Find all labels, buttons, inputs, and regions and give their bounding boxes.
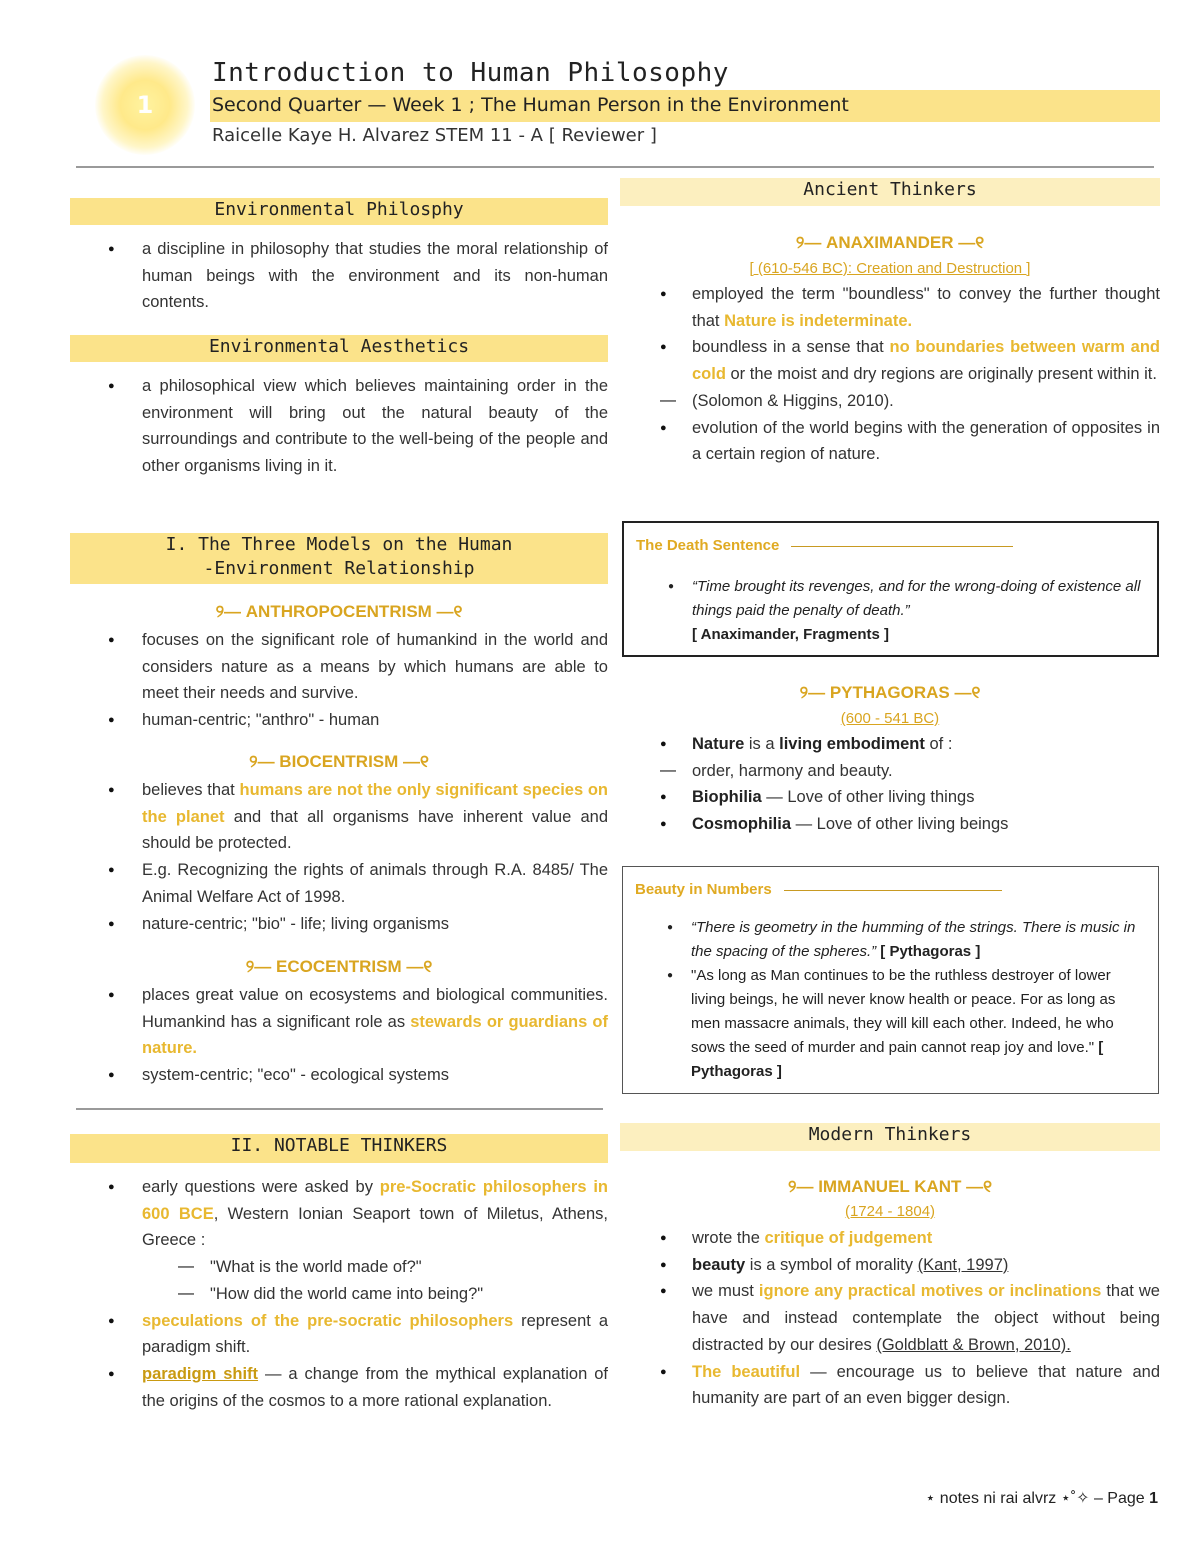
thinker-title-anaximander: ୨— ANAXIMANDER —୧ — [795, 233, 985, 252]
list-item — [620, 1252, 1160, 1279]
title-rule — [784, 890, 1002, 891]
text: that we have and instead contemplate the object without being distracted by our desires — [692, 1282, 1160, 1354]
list-item — [620, 1278, 1160, 1358]
quote-item — [623, 916, 1147, 964]
text: early questions were asked by — [142, 1178, 380, 1196]
three-models-heading-line-2: -Environment Relationship — [203, 558, 475, 579]
page-number: 1 — [1149, 1490, 1158, 1507]
dash-item: — (Solomon & Higgins, 2010). — [620, 388, 1160, 415]
list-item — [620, 731, 1160, 758]
section-heading-three-models — [70, 533, 608, 584]
list-item — [70, 1174, 608, 1254]
quote-box-title — [635, 881, 1002, 898]
highlight-text: humans are not the only significant species on the planet — [142, 781, 608, 826]
model-title-ecocentrism: ୨— ECOCENTRISM —୧ — [245, 957, 433, 976]
list-item — [620, 281, 1160, 334]
highlight-text: no boundaries between warm and cold — [692, 338, 1160, 384]
highlight-text: critique of judgement — [764, 1229, 933, 1247]
text: boundless in a sense that — [692, 338, 890, 357]
text: — Love of other living things — [761, 788, 975, 807]
citation: (Kant, 1997) — [917, 1255, 1009, 1274]
section-heading-env-aesthetics: Environmental Aesthetics — [70, 335, 608, 362]
quote-box-beauty-in-numbers — [622, 866, 1159, 1094]
list-item — [620, 1225, 1160, 1252]
text: of : — [924, 735, 953, 753]
text: and that all organisms have inherent value and should be protected. — [142, 807, 608, 853]
list-item: ● E.g. Recognizing the rights of animals through R.A. 8485/ The Animal Welfare Act of 1998. — [70, 857, 608, 910]
section-heading-ancient-thinkers: Ancient Thinkers — [620, 178, 1160, 206]
quote-item — [624, 575, 1144, 647]
list-item — [620, 1359, 1160, 1412]
section-heading-notable-thinkers: II. NOTABLE THINKERS — [70, 1134, 608, 1163]
thinker-dates-kant: (1724 - 1804) — [844, 1203, 936, 1220]
bold-text: Biophilia — [692, 788, 762, 807]
highlight-text: The beautiful — [692, 1362, 801, 1381]
list-item: ● evolution of the world begins with the generation of opposites in a certain region of nature. — [620, 415, 1160, 468]
text: , Western Ionian Seaport town of Miletus, Athens, Greece : — [142, 1204, 608, 1250]
text: believes that — [142, 781, 240, 799]
text: wrote the — [692, 1229, 765, 1247]
list-item — [620, 811, 1160, 838]
list-item: ● human-centric; "anthro" - human — [70, 707, 608, 734]
quote-box-title — [636, 537, 1013, 554]
model-title-biocentrism: ୨— BIOCENTRISM —୧ — [249, 752, 429, 771]
document-subtitle: Second Quarter — Week 1 ; The Human Person in the Environment — [212, 94, 849, 116]
list-item — [70, 982, 608, 1062]
section-heading-modern-thinkers: Modern Thinkers — [620, 1123, 1160, 1151]
thinker-title-pythagoras: ୨— PYTHAGORAS —୧ — [799, 683, 981, 702]
notable-thinkers-list — [70, 1174, 608, 1414]
highlight-text: ignore any practical motives or inclinations — [758, 1282, 1102, 1301]
list-item: ● focuses on the significant role of humankind in the world and considers nature as a means by which humans are able to meet their needs and survive. — [70, 627, 608, 707]
death-sentence-list — [624, 575, 1144, 647]
quote-box-death-sentence — [622, 521, 1159, 657]
list-item — [70, 1308, 608, 1361]
highlight-text: speculations of the pre-socratic philosophers — [142, 1311, 514, 1330]
header-divider — [76, 166, 1154, 168]
quote-item — [623, 964, 1147, 1084]
title-rule — [791, 546, 1013, 547]
text: — Love of other living beings — [791, 815, 1009, 834]
list-item: ● a philosophical view which believes maintaining order in the environment will bring out the natural beauty of the surroundings and contribute to the well-being of the people and other organisms living in it. — [70, 373, 608, 480]
page-footer — [925, 1488, 1158, 1508]
text: represent a paradigm shift. — [142, 1311, 608, 1357]
quote-box-title-text: Beauty in Numbers — [635, 881, 772, 898]
three-models-heading-line-1: I. The Three Models on the Human — [165, 534, 513, 555]
text: employed the term "boundless" to convey the further thought that — [692, 285, 1160, 330]
bold-text: beauty — [692, 1255, 746, 1274]
document-title: Introduction to Human Philosophy — [212, 58, 729, 88]
footer-text: ⋆ notes ni rai alvrz ⋆˚✧ – Page — [925, 1490, 1150, 1507]
text: or the moist and dry regions are originally present within it. — [725, 365, 1157, 384]
quote-source: [ Pythagoras ] — [691, 1039, 1104, 1080]
citation: (Goldblatt & Brown, 2010). — [876, 1335, 1071, 1354]
quote-text: “There is geometry in the humming of the strings. There is music in the spacing of the spheres.” — [691, 919, 1136, 960]
thinker-title-kant: ୨— IMMANUEL KANT —୧ — [788, 1177, 992, 1196]
list-item: ● nature-centric; "bio" - life; living organisms — [70, 911, 608, 938]
dash-item: — "What is the world made of?" — [70, 1254, 608, 1281]
quote-box-title-text: The Death Sentence — [636, 537, 780, 554]
text: is a — [744, 735, 780, 753]
beauty-in-numbers-list — [623, 916, 1147, 1084]
env-philosophy-list — [70, 236, 608, 316]
list-item — [620, 784, 1160, 811]
env-aesthetics-list — [70, 373, 608, 480]
quote-text: "As long as Man continues to be the ruthless destroyer of lower living beings, he will never know health or peace. For as long as men massacre animals, they will kill each other. Indeed, he who sows the seed of murder and pain cannot reap joy and love." — [691, 967, 1116, 1056]
highlight-text: pre-Socratic philosophers in 600 BCE — [142, 1178, 608, 1223]
quote-text: “Time brought its revenges, and for the wrong-doing of existence all things paid the penalty of death.” — [692, 578, 1141, 619]
quote-source: [ Anaximander, Fragments ] — [692, 626, 889, 643]
anthropocentrism-list — [70, 627, 608, 734]
model-title-anthropocentrism: ୨— ANTHROPOCENTRISM —୧ — [215, 602, 463, 621]
list-item: ● a discipline in philosophy that studies the moral relationship of human beings with the environment and its non-human contents. — [70, 236, 608, 316]
anaximander-list — [620, 281, 1160, 468]
quote-source: [ Pythagoras ] — [876, 943, 981, 960]
highlight-text: stewards or guardians of nature. — [142, 1012, 608, 1058]
bold-text: Cosmophilia — [692, 815, 792, 834]
list-item: ● system-centric; "eco" - ecological systems — [70, 1062, 608, 1089]
kant-list — [620, 1225, 1160, 1412]
biocentrism-list — [70, 777, 608, 937]
highlight-text: paradigm shift — [142, 1364, 259, 1383]
column-divider — [76, 1108, 603, 1110]
page-badge-number: 1 — [136, 91, 154, 119]
page-badge — [95, 55, 195, 155]
bold-text: Nature — [692, 735, 745, 753]
dash-item: — order, harmony and beauty. — [620, 758, 1160, 785]
author-line: Raicelle Kaye H. Alvarez STEM 11 - A [ Reviewer ] — [212, 125, 657, 146]
text: — a change from the mythical explanation of the origins of the cosmos to a more rational explanation. — [142, 1364, 608, 1410]
dash-item: — "How did the world came into being?" — [70, 1281, 608, 1308]
text: — encourage us to believe that nature and humanity are part of an even bigger design. — [692, 1362, 1161, 1408]
list-item — [70, 777, 608, 857]
text: we must — [692, 1282, 759, 1301]
pythagoras-list — [620, 731, 1160, 838]
thinker-dates-anaximander: [ (610-546 BC): Creation and Destruction ] — [749, 260, 1031, 277]
text: is a symbol of morality — [745, 1255, 918, 1274]
text: places great value on ecosystems and biological communities. Humankind has a significant role as — [142, 986, 608, 1031]
section-heading-env-philosophy: Environmental Philosphy — [70, 198, 608, 225]
bold-text: living embodiment — [779, 735, 925, 753]
ecocentrism-list — [70, 982, 608, 1089]
thinker-dates-pythagoras: (600 - 541 BC) — [840, 710, 940, 727]
list-item — [70, 1361, 608, 1414]
highlight-text: Nature is indeterminate. — [724, 311, 913, 330]
list-item — [620, 334, 1160, 387]
